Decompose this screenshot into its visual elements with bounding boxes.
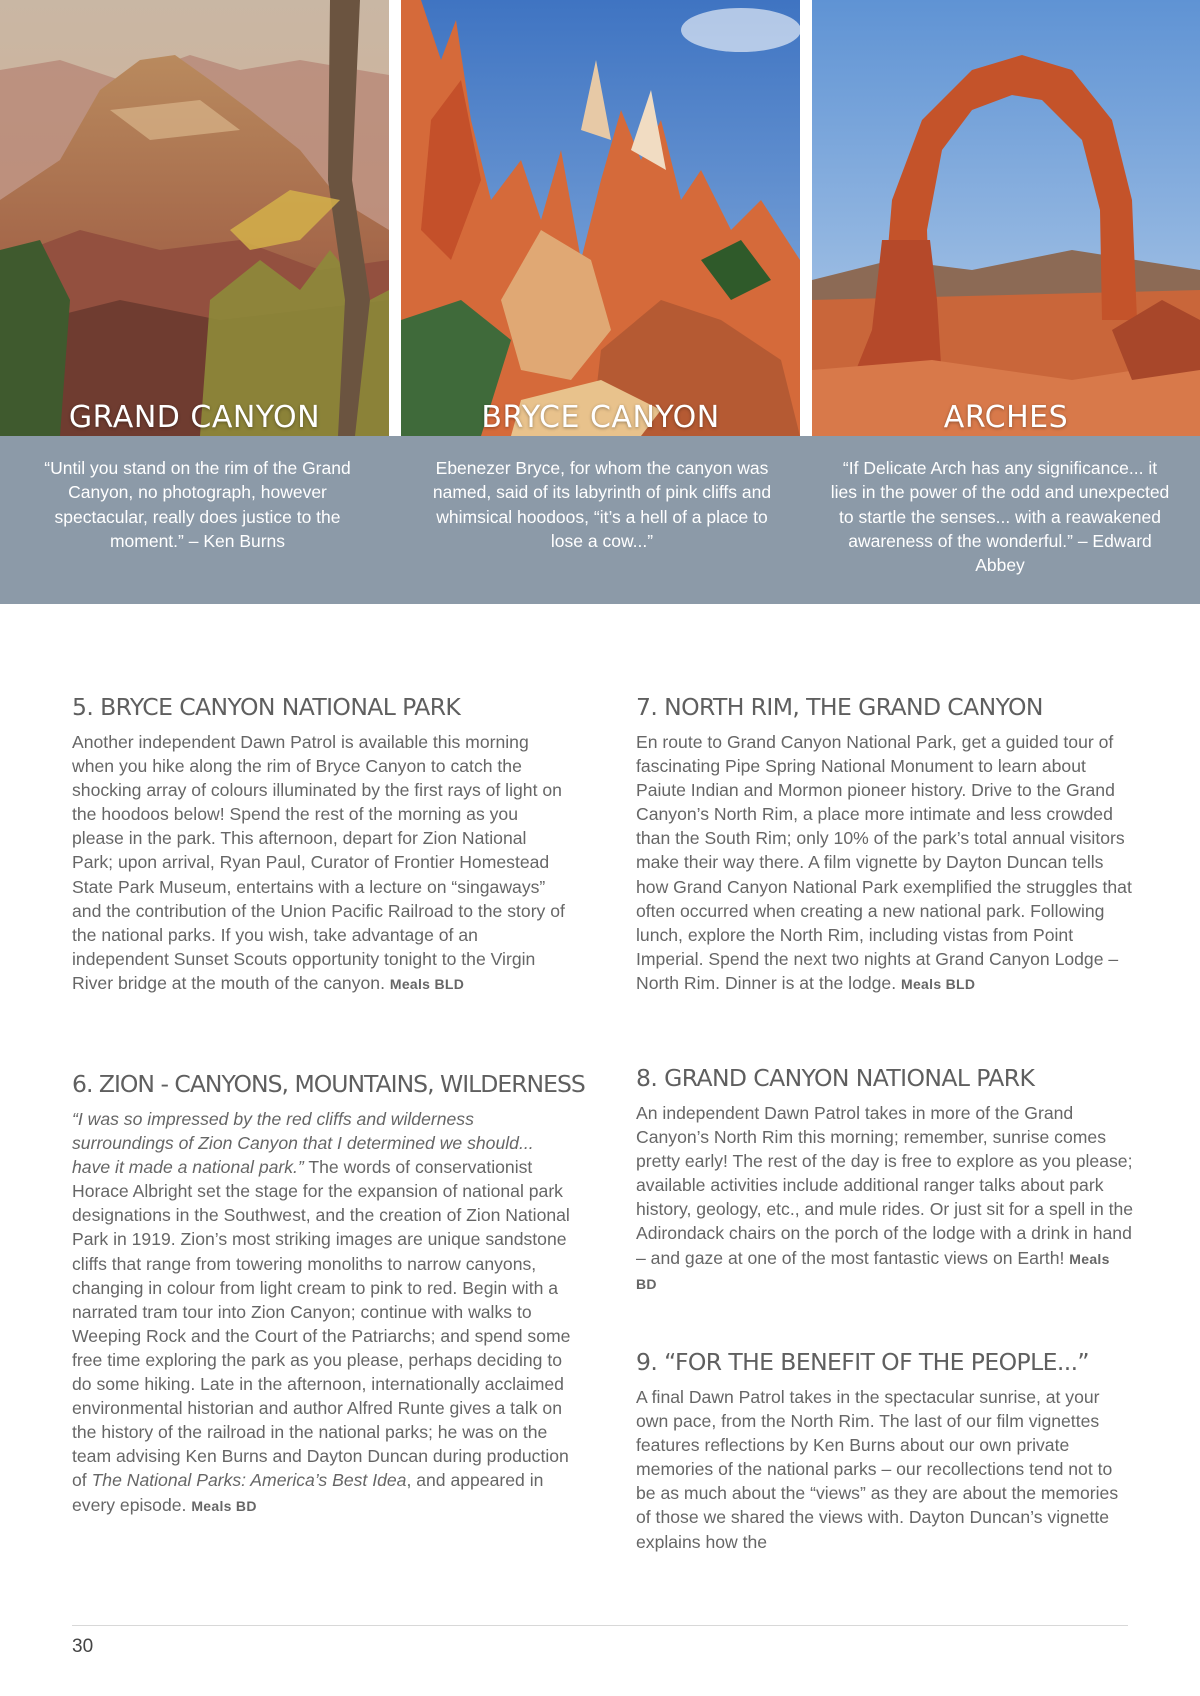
meals-label: Meals BD [636,1250,1110,1292]
section-day-7 [636,692,1134,996]
section-day-8 [636,1063,1134,1296]
section-body [636,1101,1134,1296]
photo-title-bryce-canyon: BRYCE CANYON [481,400,720,435]
section-heading: 8. GRAND CANYON NATIONAL PARK [636,1064,1035,1092]
bryce-canyon-image [401,0,800,436]
section-body [636,1385,1134,1554]
section-body [72,1107,572,1518]
section-text: En route to Grand Canyon National Park, get a guided tour of fascinating Pipe Spring National Monument to learn about Paiute Indian and Mormon pioneer history. Drive to the Grand Canyon’s North Rim, a place more intimate and less crowded than the South Rim; only 10% of the park’s total annual visitors make their way there. A film vignette by Dayton Duncan tells how Grand Canyon National Park exemplified the struggles that often occurred when creating a new national park. Following lunch, explore the North Rim, including vistas from Point Imperial. Spend the next two nights at Grand Canyon Lodge – North Rim. Dinner is at the lodge. [636,732,1132,993]
section-text: An independent Dawn Patrol takes in more of the Grand Canyon’s North Rim this morning; remember, sunrise comes pretty early! The rest of the day is free to explore as you please; available activities include additional ranger talks about park history, geology, etc., and mule rides. Or just sit for a spell in the Adirondack chairs on the porch of the lodge with a drink in hand – and gaze at one of the most fantastic views on Earth! [636,1103,1134,1268]
grand-canyon-photo [0,0,389,436]
section-heading: 6. ZION - CANYONS, MOUNTAINS, WILDERNESS [72,1070,585,1098]
book-title: The National Parks: America’s Best Idea [91,1470,407,1491]
section-day-5 [72,692,572,996]
section-text-end: , and appeared in every episode. [72,1470,544,1515]
quote-arches: “If Delicate Arch has any significance... it lies in the power of the odd and unexpected to startle the senses... with a reawakened awareness of the wonderful.” – Edward Abbey [830,458,1170,576]
meals-label: Meals BLD [389,975,465,992]
quote-band [0,436,1200,604]
section-day-9 [636,1347,1134,1554]
footer-rule [72,1625,1128,1626]
bryce-canyon-photo [401,0,800,436]
section-text: Another independent Dawn Patrol is available this morning when you hike along the rim of Bryce Canyon to catch the shocking array of colours illuminated by the first rays of light on the hoodoos below! Spend the rest of the morning as you please in the park. This afternoon, depart for Zion National Park; upon arrival, Ryan Paul, Curator of Frontier Homestead State Park Museum, entertains with a lecture on “singaways” and the contribution of the Union Pacific Railroad to the story of the national parks. If you wish, take advantage of an independent Sunset Scouts opportunity tonight to the Virgin River bridge at the mouth of the canyon. [72,732,565,993]
section-body [636,730,1134,996]
photo-title-arches: ARCHES [943,400,1069,435]
meals-label: Meals BD [191,1497,257,1514]
section-text: The words of conservationist Horace Albright set the stage for the expansion of national park designations in the Southwest, and the creation of Zion National Park in 1919. Zion’s most striking images are unique sandstone cliffs that range from towering monoliths to narrow canyons, changing in colour from light cream to pink to red. Begin with a narrated tram tour into Zion Canyon; continue with walks to Weeping Rock and the Court of the Patriarchs; and spend some free time exploring the park as you please, perhaps deciding to do some hiking. Late in the afternoon, internationally acclaimed environmental historian and author Alfred Runte gives a talk on the history of the railroad in the national parks; he was on the team advising Ken Burns and Dayton Duncan during production of [72,1157,571,1491]
arches-photo [812,0,1200,436]
photo-strip [0,0,1200,436]
section-heading: 7. NORTH RIM, THE GRAND CANYON [636,693,1043,721]
quote-grand-canyon: “Until you stand on the rim of the Grand Canyon, no photograph, however spectacular, really does justice to the moment.” – Ken Burns [44,458,351,551]
section-day-6 [72,1069,585,1518]
section-heading: 5. BRYCE CANYON NATIONAL PARK [72,693,461,721]
photo-title-grand-canyon: GRAND CANYON [68,400,321,435]
section-body [72,730,572,996]
arches-image [812,0,1200,436]
page-number: 30 [72,1636,94,1657]
section-heading: 9. “FOR THE BENEFIT OF THE PEOPLE...” [636,1348,1090,1376]
quote-bryce-canyon: Ebenezer Bryce, for whom the canyon was named, said of its labyrinth of pink cliffs and whimsical hoodoos, “it’s a hell of a place to lose a cow...” [432,458,772,551]
grand-canyon-image [0,0,389,436]
section-quote: “I was so impressed by the red cliffs and wilderness surroundings of Zion Canyon that I determined we should... have it made a national park.” [72,1109,534,1178]
section-text: A final Dawn Patrol takes in the spectacular sunrise, at your own pace, from the North Rim. The last of our film vignettes features reflections by Ken Burns about our own private memories of the national parks – our recollections tend not to be as much about the “views” as they are about the memories of those we shared the views with. Dayton Duncan’s vignette explains how the [636,1387,1119,1552]
meals-label: Meals BLD [901,975,976,992]
